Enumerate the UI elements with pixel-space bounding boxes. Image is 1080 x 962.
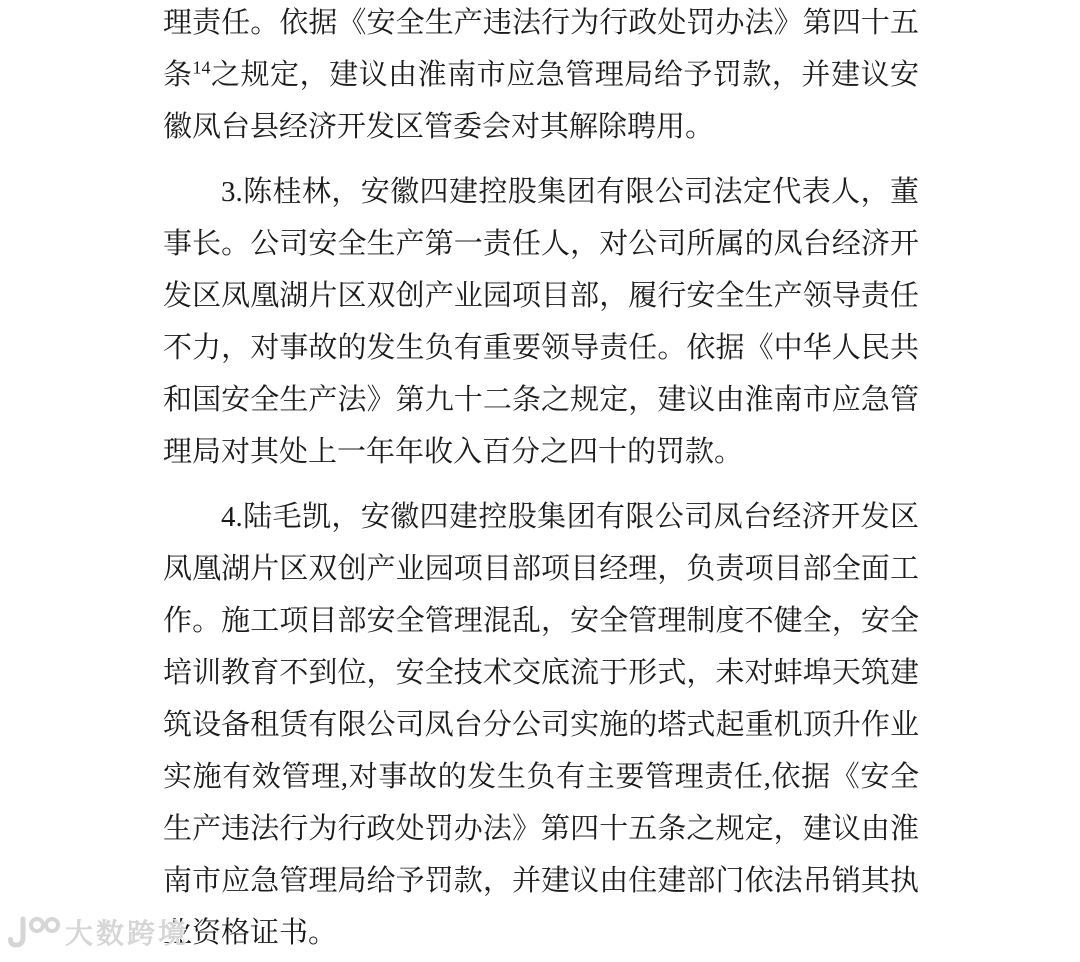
paragraph-item-4: 4.陆毛凯，安徽四建控股集团有限公司凤台经济开发区凤凰湖片区双创产业园项目部项目经理，负责项目部全面工作。施工项目部安全管理混乱，安全管理制度不健全，安全培训教育不到位，安全技术交底流于形式，未对蚌埠天筑建筑设备租赁有限公司凤台分公司实施的塔式起重机顶升作业实施有效管理,对事故的发生负有主要管理责任,依据《安全生产违法行为行政处罚办法》第四十五条之规定，建议由淮南市应急管理局给予罚款，并建议由住建部门依法吊销其执业资格证书。 [163,501,919,949]
paragraph-continuation [163,0,919,153]
brand-100-logo-icon [8,914,60,950]
watermark [8,912,189,952]
paragraph-item-3: 3.陈桂林，安徽四建控股集团有限公司法定代表人，董事长。公司安全生产第一责任人，对公司所属的凤台经济开发区凤凰湖片区双创产业园项目部，履行安全生产领导责任不力，对事故的发生负有重要领导责任。依据《中华人民共和国安全生产法》第九十二条之规定，建议由淮南市应急管理局对其处上一年年收入百分之四十的罚款。 [163,176,919,468]
footnote-reference: 14 [192,57,211,78]
paragraph-text: 之规定，建议由淮南市应急管理局给予罚款，并建议安徽凤台县经济开发区管委会对其解除聘用。 [163,59,919,143]
paragraph-text: 理责任。依据《安全生产违法行为行政处罚办法》第四十五条 [163,7,919,91]
watermark-brand-text: 大数跨境 [65,918,190,949]
document-page [163,0,919,959]
